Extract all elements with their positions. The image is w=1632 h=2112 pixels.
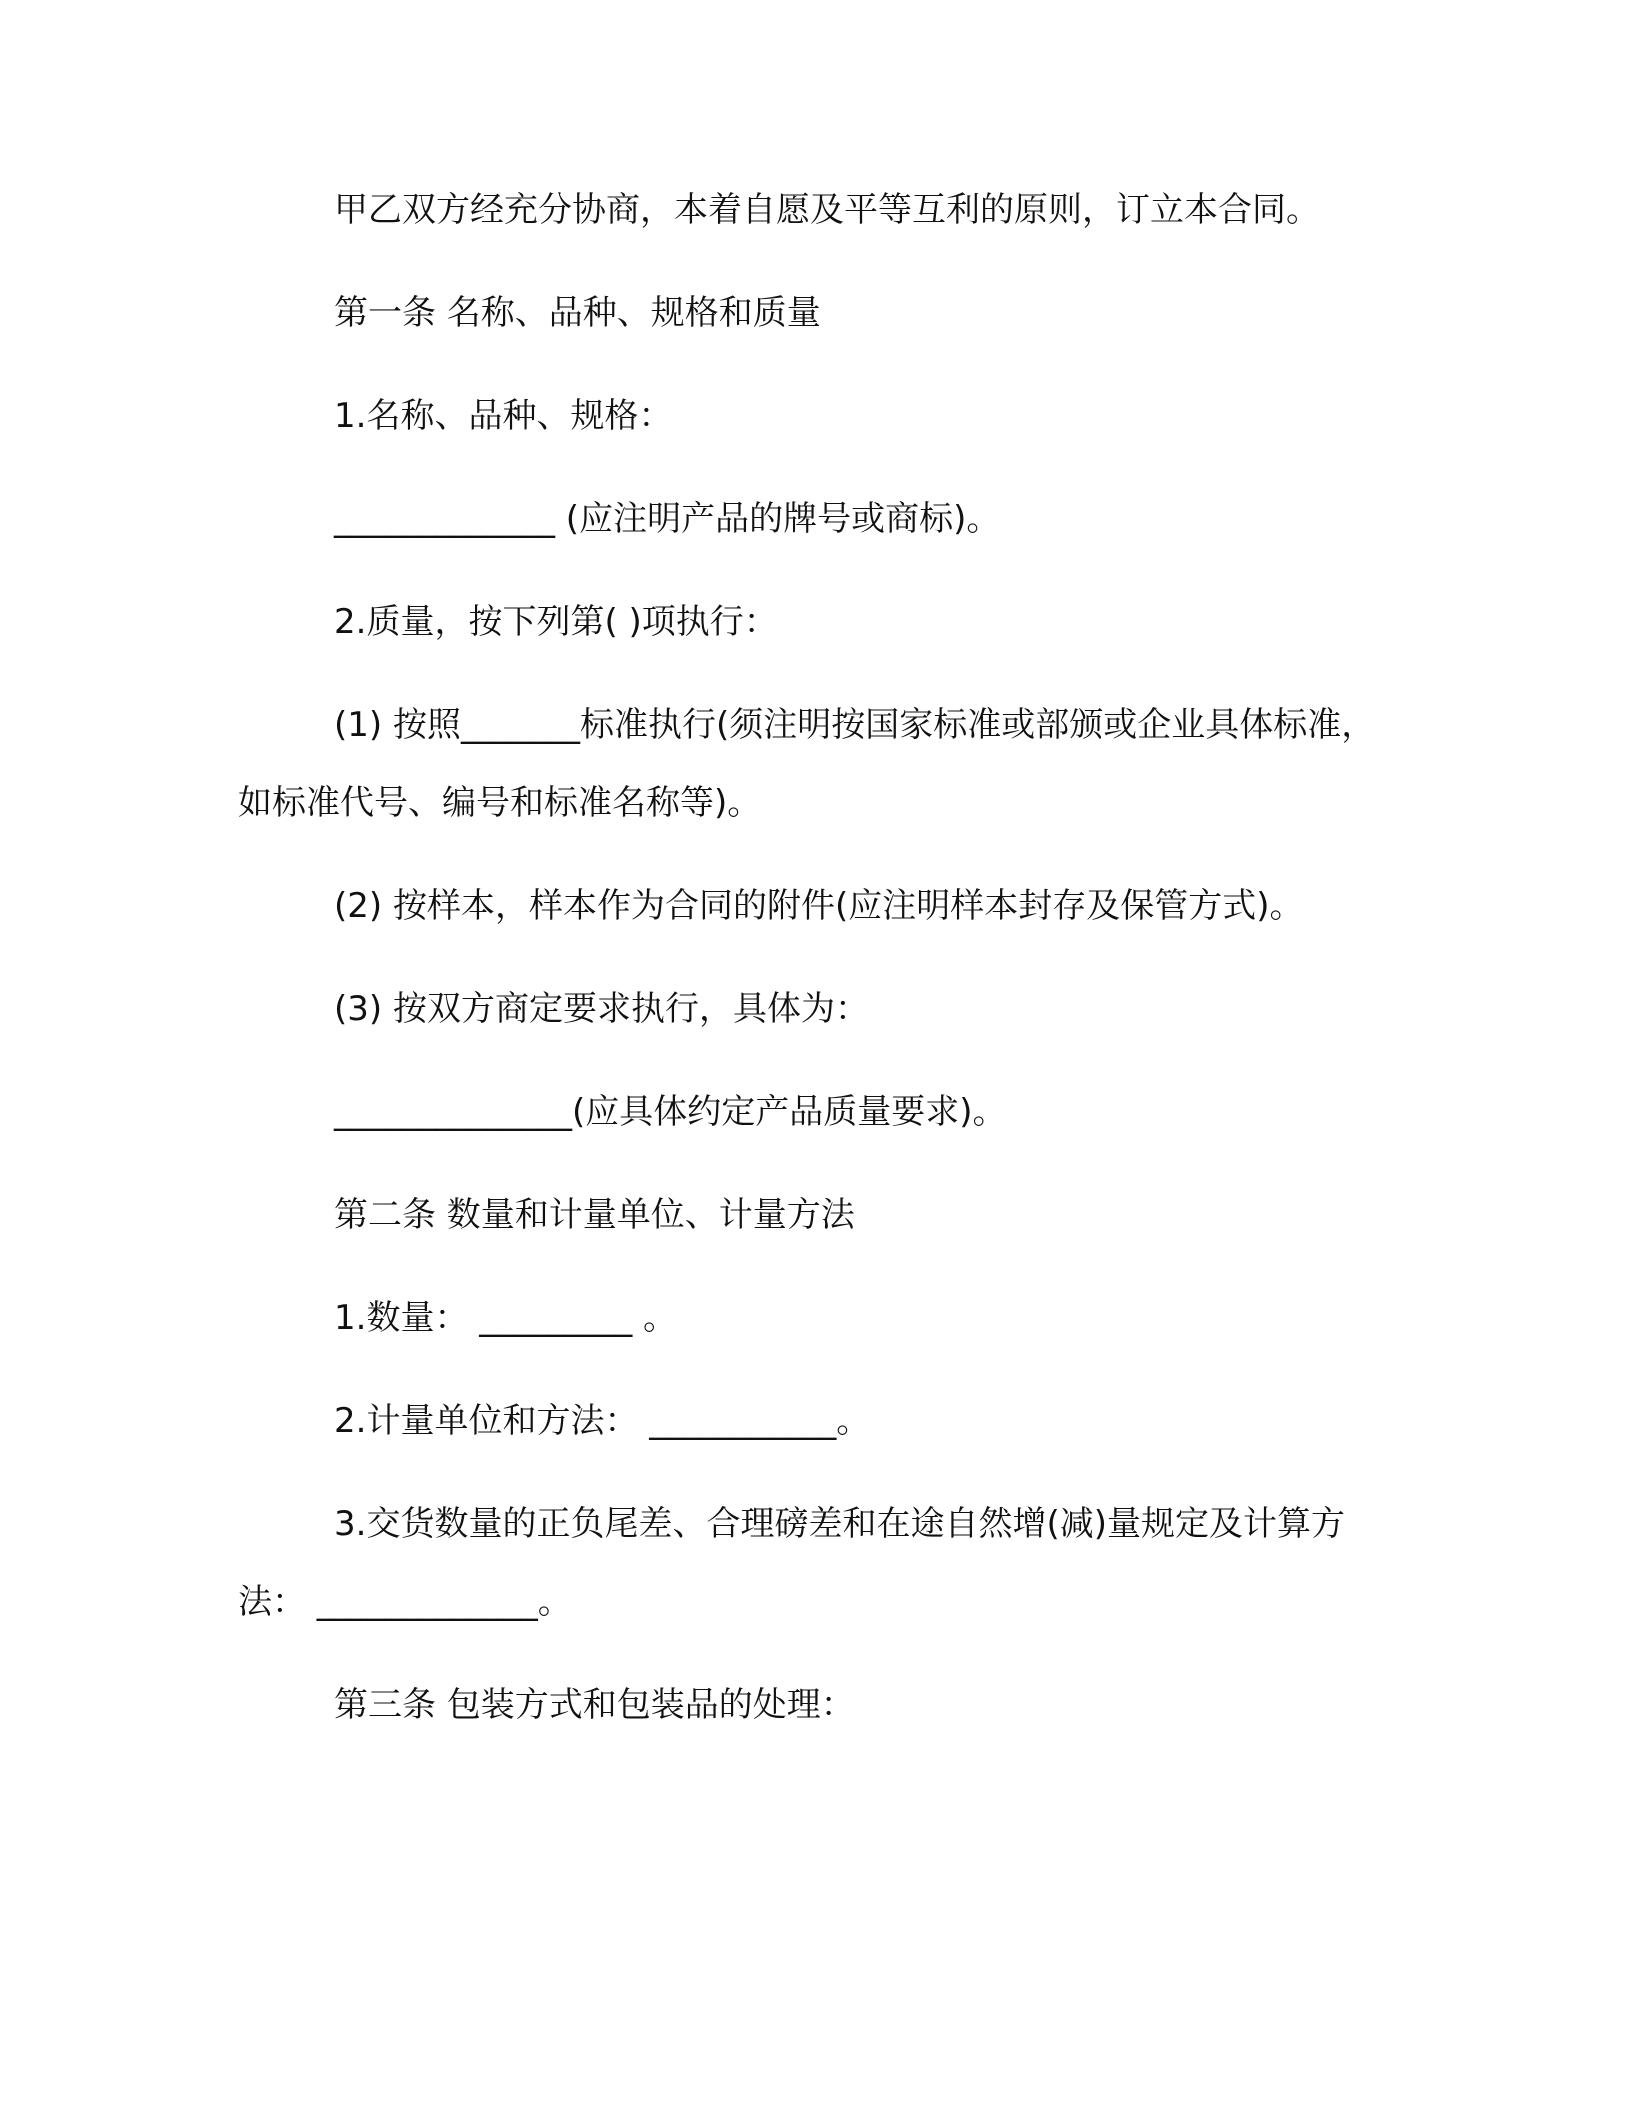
clause-1-2-option-1: (1) 按照_______标准执行(须注明按国家标准或部颁或企业具体标准，如标准代号、编号和标准名称等)。: [238, 705, 1376, 823]
clause-1-2-option-3-blank: ______________(应具体约定产品质量要求)。: [334, 1092, 1007, 1132]
article-3-heading: 第三条 包装方式和包装品的处理：: [334, 1685, 855, 1725]
clause-2-1: 1.数量： _________ 。: [334, 1298, 678, 1338]
clause-1-2-option-3: (3) 按双方商定要求执行，具体为：: [334, 989, 869, 1029]
clause-1-2-option-2: (2) 按样本，样本作为合同的附件(应注明样本封存及保管方式)。: [334, 886, 1304, 926]
clause-1-1-blank: _____________ (应注明产品的牌号或商标)。: [334, 499, 1001, 539]
clause-2-3: 3.交货数量的正负尾差、合理磅差和在途自然增(减)量规定及计算方法： _____________。: [238, 1504, 1345, 1622]
clause-2-2: 2.计量单位和方法： ___________。: [334, 1401, 871, 1441]
clause-1-2: 2.质量，按下列第( )项执行：: [334, 602, 778, 642]
article-1-heading: 第一条 名称、品种、规格和质量: [334, 293, 821, 333]
document-body: [238, 188, 1398, 1786]
article-2-heading: 第二条 数量和计量单位、计量方法: [334, 1195, 855, 1235]
intro-paragraph: 甲乙双方经充分协商，本着自愿及平等互利的原则，订立本合同。: [334, 190, 1320, 230]
clause-1-1: 1.名称、品种、规格：: [334, 396, 673, 436]
